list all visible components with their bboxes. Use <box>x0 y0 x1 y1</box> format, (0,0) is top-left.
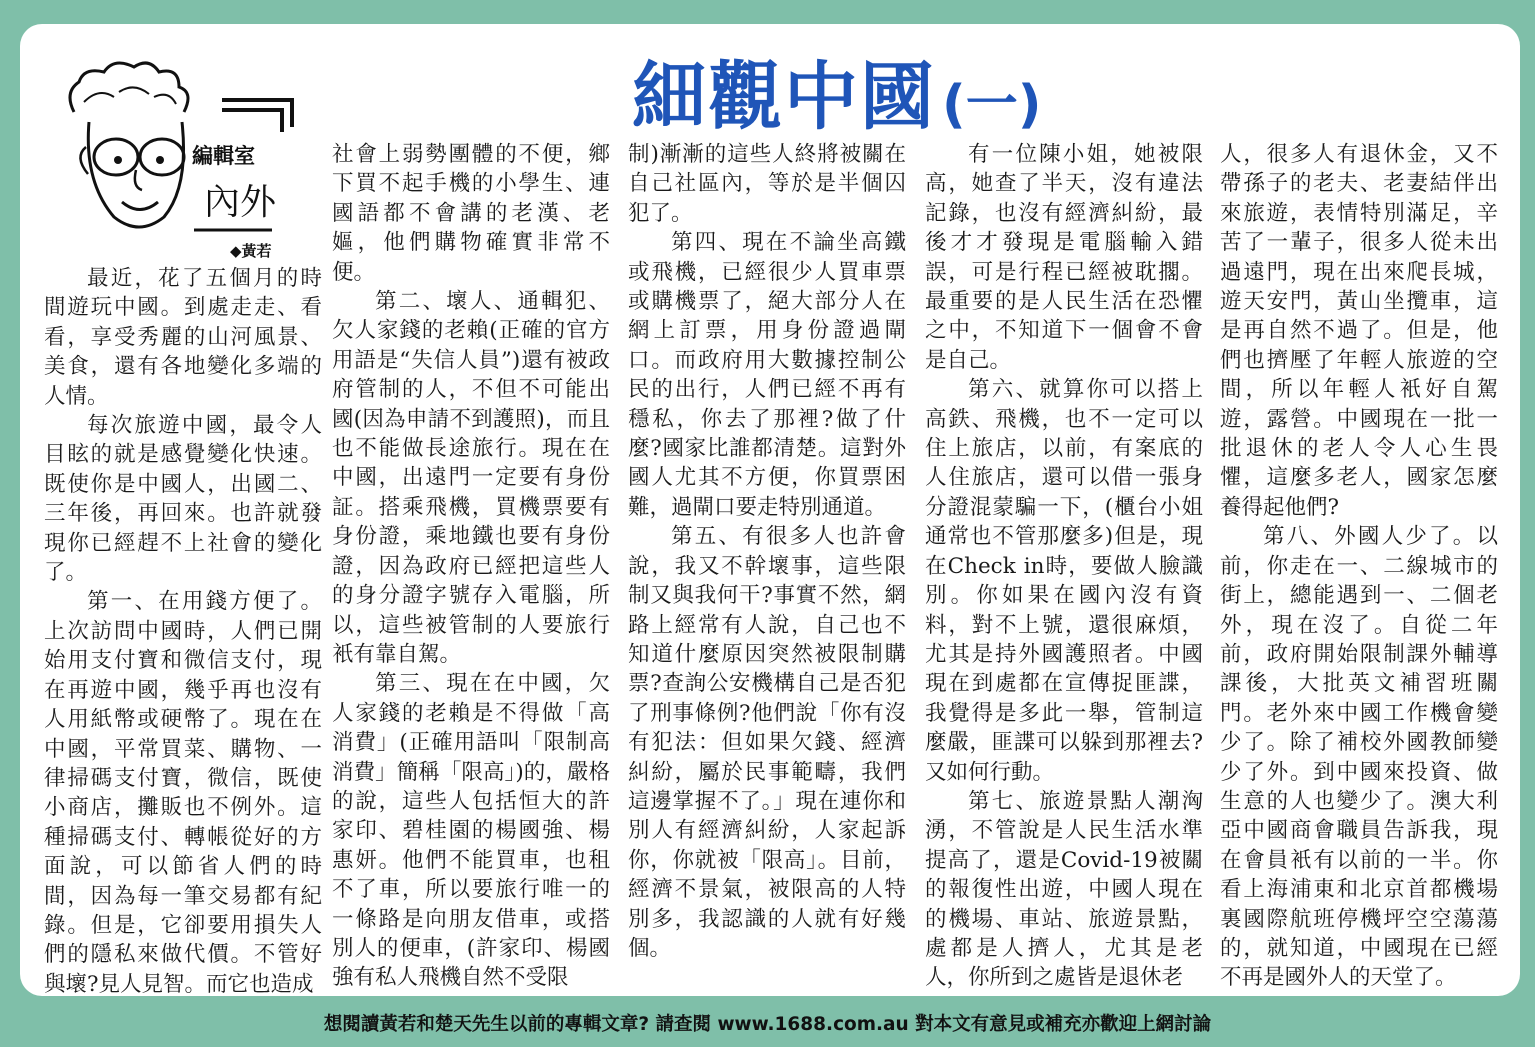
text-column-2 <box>332 140 610 991</box>
article-title <box>632 38 1042 140</box>
text-column-1 <box>44 264 322 996</box>
article-panel <box>20 24 1520 996</box>
column-author: ◆黃若 <box>230 242 272 260</box>
paragraph: 第一、在用錢方便了。上次訪問中國時，人們已開始用支付寶和微信支付，現在再遊中國，幾乎再也沒有人用紙幣或硬幣了。現在在中國，平常買菜、購物、一律掃碼支付寶，微信，既使小商店，攤販也不例外。這種掃碼支付、轉帳從好的方面說，可以節省人們的時間，因為每一筆交易都有紀錄。但是，它卻要用損失人們的隱私來做代價。不管好與壞?見人見智。而它也造成 <box>44 589 322 996</box>
title-sub: (一) <box>942 75 1042 135</box>
paragraph: 第八、外國人少了。以前，你走在一、二線城市的街上，總能遇到一、二個老外，現在沒了。自從二年前，政府開始限制課外輔導課後，大批英文補習班關門。老外來中國工作機會變少了。除了補校外國教師變少了外。到中國來投資、做生意的人也變少了。澳大利亞中國商會職員告訴我，現在會員衹有以前的一半。你看上海浦東和北京首都機場裏國際航班停機坪空空蕩蕩的，就知道，中國現在已經不再是國外人的天堂了。 <box>1220 524 1498 991</box>
paragraph: 第六、就算你可以搭上高鉄、飛機，也不一定可以住上旅店，以前，有案底的人住旅店，還可以借一張身分證混蒙騙一下，(櫃台小姐通常也不管那麼多)但是，現在Check in時，要做人臉識別。你如果在國內沒有資料，對不上號，還很麻煩，尤其是持外國護照者。中國現在到處都在宣傳捉匪諜，我覺得是多此一舉，管制這麼嚴，匪諜可以躲到那裡去?又如何行動。 <box>925 377 1203 785</box>
column-tag: 編輯室 <box>192 144 255 168</box>
paragraph: 制)漸漸的這些人終將被關在自己社區內，等於是半個囚犯了。 <box>628 142 906 226</box>
text-column-4 <box>925 140 1203 991</box>
paragraph: 第四、現在不論坐高鐵或飛機，已經很少人買車票或購機票了，絕大部分人在網上訂票，用身份證過閘口。而政府用大數據控制公民的出行，人們已經不再有穩私，你去了那裡?做了什麼?國家比誰都清楚。這對外國人尤其不方便，你買票困難，過閘口要走特別通道。 <box>628 230 906 520</box>
text-column-5 <box>1220 140 1498 991</box>
column-signature: 內外 <box>204 182 277 223</box>
title-main: 細觀中國 <box>632 54 936 140</box>
paragraph: 第二、壞人、通輯犯、欠人家錢的老賴(正確的官方用語是“失信人員”)還有被政府管制的人，不但不可能出國(因為申請不到護照)，而且也不能做長途旅行。現在在中國，出遠門一定要有身份証。搭乘飛機，買機票要有身份證，乘地鐵也要有身份證，因為政府已經把這些人的身分證字號存入電腦，所以，這些被管制的人要旅行衹有靠自駕。 <box>332 289 610 667</box>
paragraph: 第三、現在在中國，欠人家錢的老賴是不得做「高消費」(正確用語叫「限制高消費」簡稱「限高」)的，嚴格的說，這些人包括恒大的許家印、碧桂園的楊國強、楊惠妍。他們不能買車，也租不了車，所以要旅行唯一的一條路是向朋友借車，或搭別人的便車，(許家印、楊國強有私人飛機自然不受限 <box>332 671 610 991</box>
footer-note: 想閱讀黃若和楚天先生以前的專輯文章? 請查閱 www.1688.com.au 對本文有意見或補充亦歡迎上網討論 <box>323 1014 1212 1035</box>
column-logo <box>44 52 304 260</box>
paragraph: 社會上弱勢團體的不便，鄉下買不起手機的小學生、連國語都不會講的老漢、老嫗，他們購物確實非常不便。 <box>332 142 610 285</box>
paragraph: 第七、旅遊景點人潮洶湧，不管說是人民生活水準提高了，還是Covid-19被關的報復性出遊，中國人現在的機場、車站、旅遊景點，處都是人擠人，尤其是老人，你所到之處皆是退休老 <box>925 788 1203 991</box>
paragraph: 有一位陳小姐，她被限高，她查了半天，沒有違法記錄，也沒有經濟糾紛，最後才才發現是電腦輸入錯誤，可是行程已經被耽擱。最重要的是人民生活在恐懼之中，不知道下一個會不會是自己。 <box>925 142 1203 373</box>
paragraph: 每次旅遊中國，最令人目眩的就是感覺變化快速。既使你是中國人，出國二、三年後，再回來。也許就發現你已經趕不上社會的變化了。 <box>44 413 322 586</box>
paragraph: 最近，花了五個月的時間遊玩中國。到處走走、看看，享受秀麗的山河風景、美食，還有各地變化多端的人情。 <box>44 266 322 409</box>
text-column-3 <box>628 140 906 984</box>
paragraph: 第五、有很多人也許會說，我又不幹壞事，這些限制又與我何干?事實不然，網路上經常有人說，自己也不知道什麼原因突然被限制購票?查詢公安機構自己是否犯了刑事條例?他們說「你有沒有犯法：但如果欠錢、經濟糾紛，屬於民事範疇，我們這邊掌握不了。」現在連你和別人有經濟糾紛，人家起訴你，你就被「限高」。目前，經濟不景氣，被限高的人特別多，我認識的人就有好幾個。 <box>628 524 906 961</box>
paragraph: 人，很多人有退休金，又不帶孫子的老夫、老妻結伴出來旅遊，表情特別滿足，辛苦了一輩子，很多人從未出過遠門，現在出來爬長城，遊天安門，黃山坐攬車，這是再自然不過了。但是，他們也擠壓了年輕人旅遊的空間，所以年輕人衹好自駕遊，露營。中國現在一批一批退休的老人令人心生畏懼，這麼多老人，國家怎麼養得起他們? <box>1220 142 1498 520</box>
caricature-icon <box>44 52 304 257</box>
